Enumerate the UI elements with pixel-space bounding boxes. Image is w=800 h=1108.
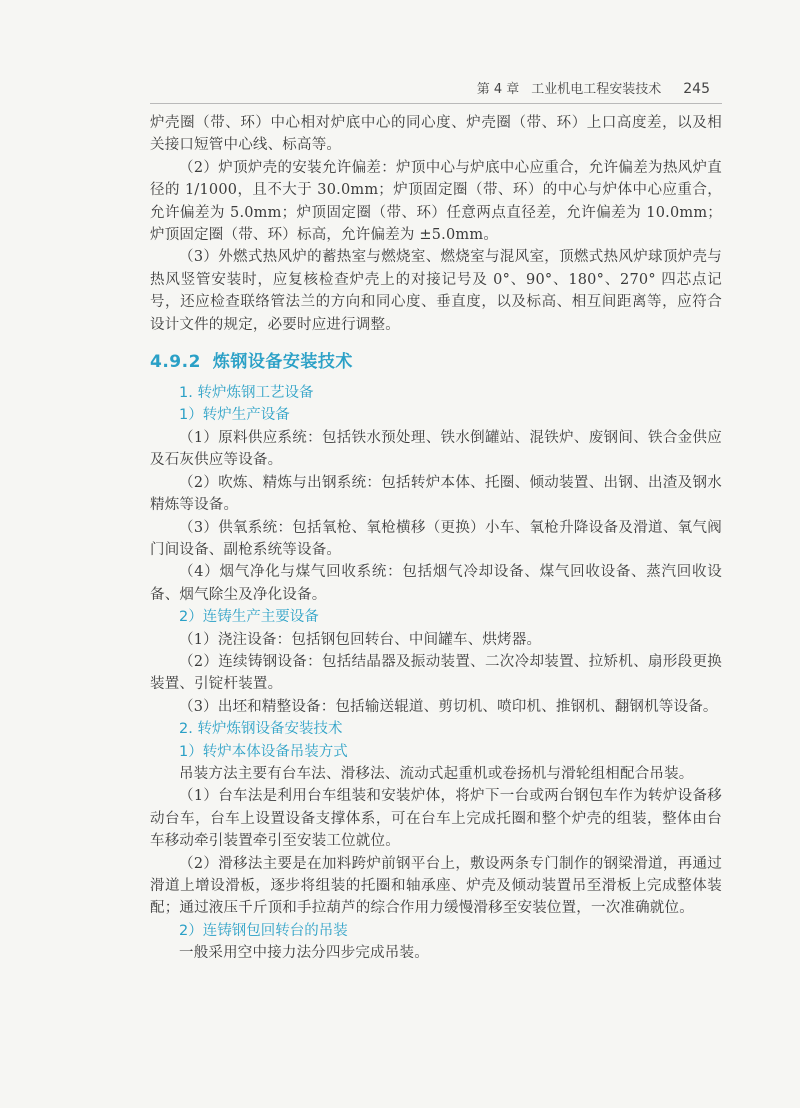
running-header [150,78,710,100]
paragraph-2-2-0: 一般采用空中接力法分四步完成吊装。 [179,945,429,962]
section-heading [150,350,722,374]
page-number: 245 [683,81,710,97]
subheading-2: 2. 转炉炼钢设备安装技术 [179,721,343,738]
paragraph-item-2: （2）炉顶炉壳的安装允许偏差：炉顶中心与炉底中心应重合，允许偏差为热风炉直径的 1/1000，且不大于 30.0mm；炉顶固定圈（带、环）的中心与炉体中心应重合，允许偏差为 5.0mm；炉顶固定圈（带、环）任意两点直径差，允许偏差为 10.0mm；炉顶固定圈（带、环）标高，允许偏差为 ±5.0mm。 [150,159,722,244]
paragraph-1-1-1: （1）原料供应系统：包括铁水预处理、铁水倒罐站、混铁炉、废钢间、铁合金供应及石灰供应等设备。 [150,429,722,469]
page-body [150,112,722,965]
chapter-label: 第 4 章 [476,82,520,97]
paragraph-item-3: （3）外燃式热风炉的蓄热室与燃烧室、燃烧室与混风室，顶燃式热风炉球顶炉壳与热风竖管安装时，应复核检查炉壳上的对接记号及 0°、90°、180°、270° 四芯点记号，还应检查联络管法兰的方向和同心度、垂直度，以及标高、相互间距离等，应符合设计文件的规定，必要时应进行调整。 [150,249,722,333]
paragraph-2-1-0: 吊装方法主要有台车法、滑移法、流动式起重机或卷扬机与滑轮组相配合吊装。 [179,765,694,782]
header-divider [150,103,722,104]
subheading-1-1: 1）转炉生产设备 [179,407,290,424]
paragraph-1-2-2: （2）连续铸钢设备：包括结晶器及振动装置、二次冷却装置、拉矫机、扇形段更换装置、引锭杆装置。 [150,653,722,693]
paragraph-2-1-1: （1）台车法是利用台车组装和安装炉体，将炉下一台或两台钢包车作为转炉设备移动台车，台车上设置设备支撑体系，可在台车上完成托圈和整个炉壳的组装，整体由台车移动牵引装置牵引至安装工位就位。 [150,788,722,850]
paragraph-1-1-3: （3）供氧系统：包括氧枪、氧枪横移（更换）小车、氧枪升降设备及滑道、氧气阀门间设备、副枪系统等设备。 [150,519,722,558]
subheading-2-2: 2）连铸钢包回转台的吊装 [179,922,348,939]
paragraph-1-2-3: （3）出坯和精整设备：包括输送辊道、剪切机、喷印机、推钢机、翻钢机等设备。 [179,698,718,715]
paragraph-2-1-2: （2）滑移法主要是在加料跨炉前钢平台上，敷设两条专门制作的钢梁滑道，再通过滑道上增设滑板，逐步将组装的托圈和轴承座、炉壳及倾动装置吊至滑板上完成整体装配；通过液压千斤顶和手拉葫芦的综合作用力缓慢滑移至安装位置，一次准确就位。 [150,855,722,917]
section-number: 4.9.2 [150,352,201,373]
paragraph-1-1-4: （4）烟气净化与煤气回收系统：包括烟气冷却设备、煤气回收设备、蒸汽回收设备、烟气除尘及净化设备。 [150,564,722,603]
paragraph-1-2-1: （1）浇注设备：包括钢包回转台、中间罐车、烘烤器。 [179,631,542,648]
subheading-1-2: 2）连铸生产主要设备 [179,609,319,626]
paragraph-1-1-2: （2）吹炼、精炼与出钢系统：包括转炉本体、托圈、倾动装置、出钢、出渣及钢水精炼等设备。 [150,474,722,514]
section-title: 炼钢设备安装技术 [212,352,353,373]
subheading-1: 1. 转炉炼钢工艺设备 [179,385,314,402]
chapter-title: 工业机电工程安装技术 [531,82,662,97]
paragraph-intro: 炉壳圈（带、环）中心相对炉底中心的同心度、炉壳圈（带、环）上口高度差，以及相关接口短管中心线、标高等。 [150,115,722,154]
subheading-2-1: 1）转炉本体设备吊装方式 [179,743,348,760]
